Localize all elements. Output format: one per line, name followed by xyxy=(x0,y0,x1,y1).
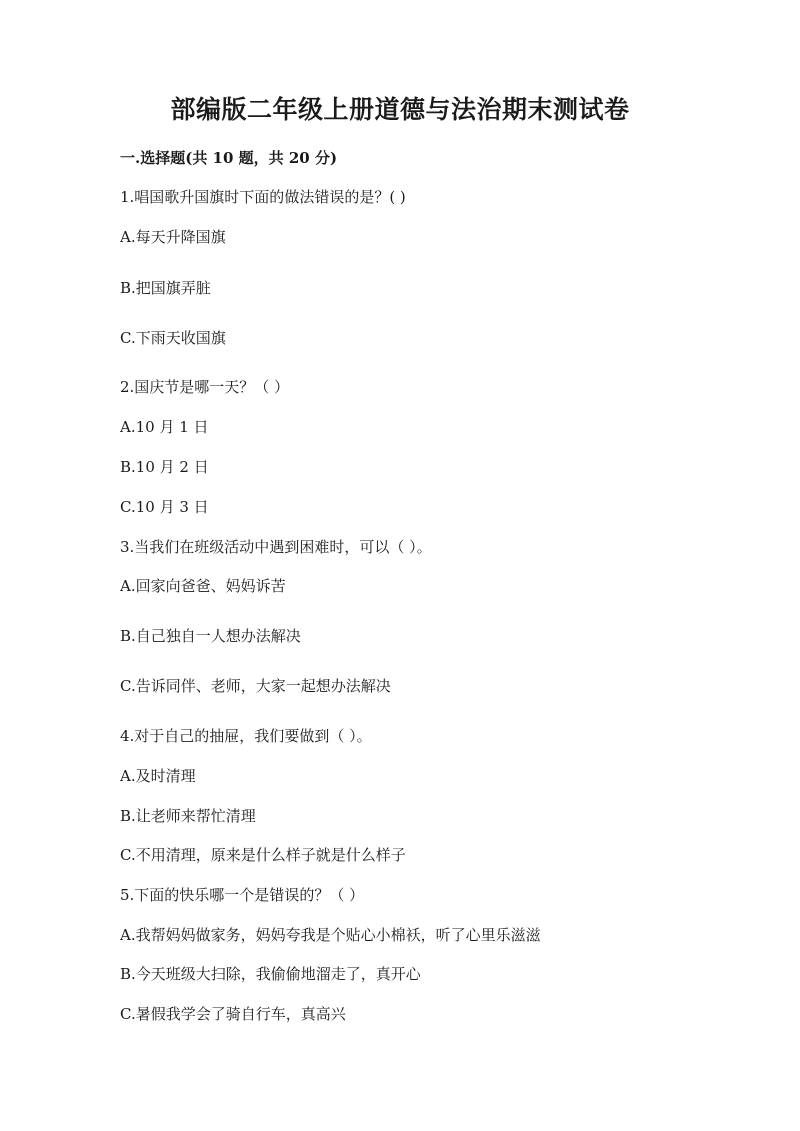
question-3-option-c: C.告诉同伴、老师，大家一起想办法解决 xyxy=(120,677,391,695)
question-2-option-b: B.10 月 2 日 xyxy=(120,458,209,476)
question-4-option-b: B.让老师来帮忙清理 xyxy=(120,807,256,825)
question-5-option-b: B.今天班级大扫除，我偷偷地溜走了，真开心 xyxy=(120,965,421,983)
question-5-option-c: C.暑假我学会了骑自行车，真高兴 xyxy=(120,1005,346,1023)
page-title: 部编版二年级上册道德与法治期末测试卷 xyxy=(170,95,630,124)
question-4-option-c: C.不用清理，原来是什么样子就是什么样子 xyxy=(120,846,406,864)
question-1-option-c: C.下雨天收国旗 xyxy=(120,329,226,347)
question-1-option-a: A.每天升降国旗 xyxy=(120,228,226,246)
question-4-option-a: A.及时清理 xyxy=(120,767,196,785)
question-2-option-c: C.10 月 3 日 xyxy=(120,498,209,516)
question-2-stem: 2.国庆节是哪一天？（ ） xyxy=(120,378,290,396)
question-3-stem: 3.当我们在班级活动中遇到困难时，可以（ ）。 xyxy=(120,538,432,556)
question-1-stem: 1.唱国歌升国旗时下面的做法错误的是？( ) xyxy=(120,188,406,206)
question-5-stem: 5.下面的快乐哪一个是错误的？（ ） xyxy=(120,886,365,904)
question-5-option-a: A.我帮妈妈做家务，妈妈夸我是个贴心小棉袄，听了心里乐滋滋 xyxy=(120,926,541,944)
section-heading: 一.选择题(共 10 题，共 20 分) xyxy=(120,149,338,167)
question-1-option-b: B.把国旗弄脏 xyxy=(120,279,211,297)
question-3-option-b: B.自己独自一人想办法解决 xyxy=(120,627,301,645)
question-4-stem: 4.对于自己的抽屉，我们要做到（ ）。 xyxy=(120,727,372,745)
question-2-option-a: A.10 月 1 日 xyxy=(120,418,209,436)
question-3-option-a: A.回家向爸爸、妈妈诉苦 xyxy=(120,577,286,595)
